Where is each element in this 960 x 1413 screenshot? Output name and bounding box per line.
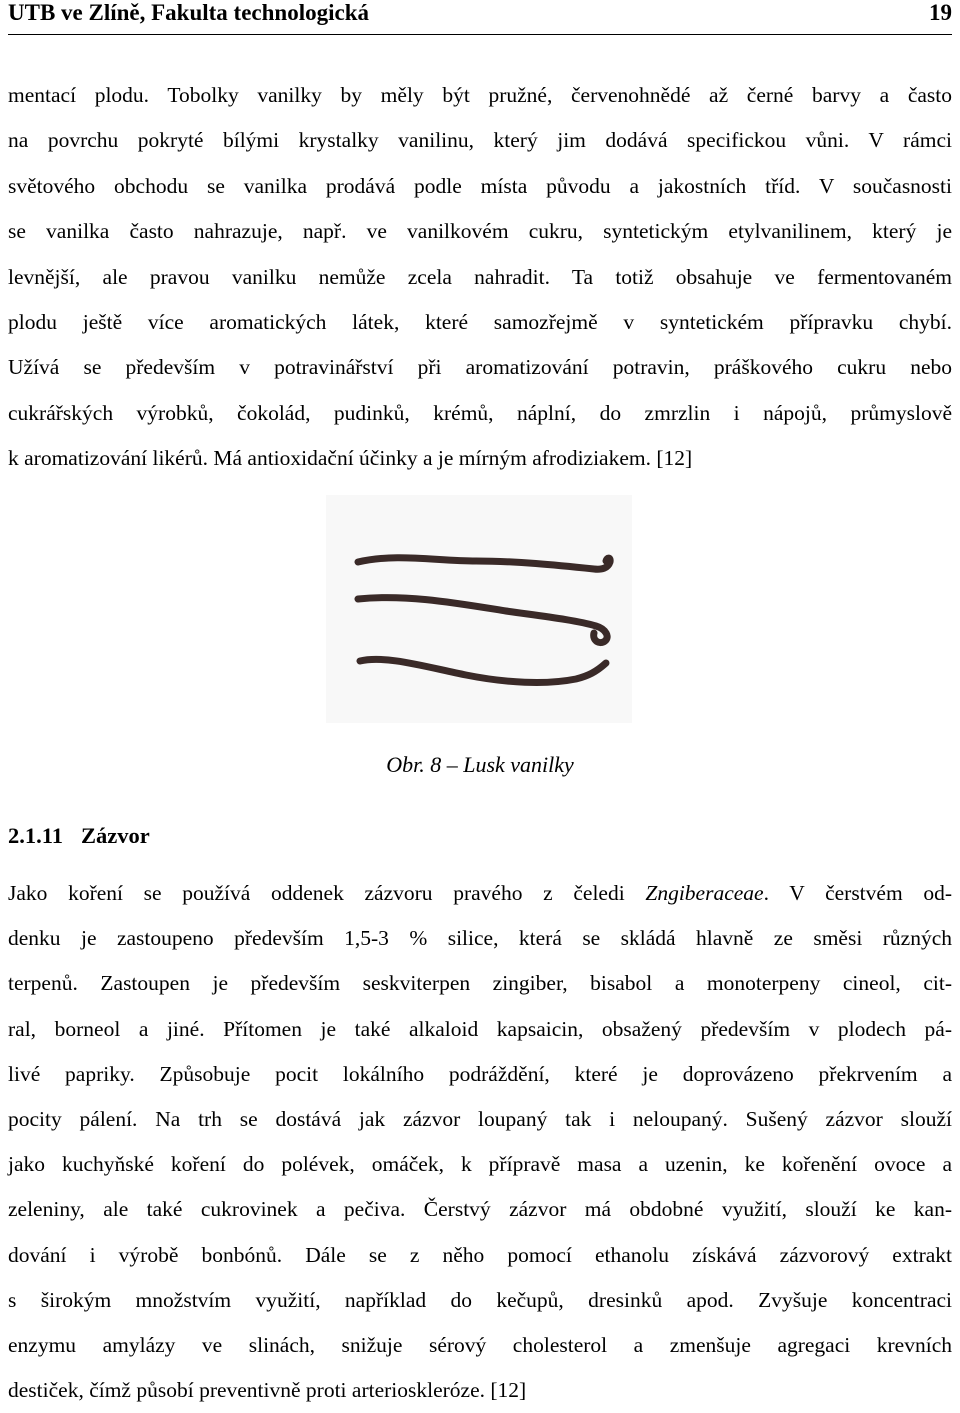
paragraph-ginger bbox=[8, 871, 952, 1413]
section-number: 2.1.11 bbox=[8, 823, 64, 848]
page-header bbox=[8, 0, 952, 35]
text-line: zeleniny, ale také cukrovinek a pečiva. Čerstvý zázvor má obdobné využití, slouží ke kan- bbox=[8, 1197, 952, 1222]
text-line: levnější, ale pravou vanilku nemůže zcela nahradit. Ta totiž obsahuje ve fermentovaném bbox=[8, 264, 952, 289]
text-line: destiček, čímž působí preventivně proti arterioskleróze. [12] bbox=[8, 1378, 527, 1403]
text-line: Užívá se především v potravinářství při aromatizování potravin, práškového cukru nebo bbox=[8, 355, 952, 380]
text-line: na povrchu pokryté bílými krystalky vanilinu, který jim dodává specifickou vůni. V rámci bbox=[8, 128, 952, 153]
text-line: dování i výrobě bonbónů. Dále se z něho pomocí ethanolu získává zázvorový extrakt bbox=[8, 1242, 952, 1267]
text-line: plodu ještě více aromatických látek, které samozřejmě v syntetickém přípravku chybí. bbox=[8, 310, 952, 335]
paragraph-vanilla bbox=[8, 73, 952, 482]
vanilla-pods-image bbox=[326, 495, 632, 723]
text-line: k aromatizování likérů. Má antioxidační účinky a je mírným afrodiziakem. [12] bbox=[8, 446, 693, 471]
text-line: se vanilka často nahrazuje, např. ve vanilkovém cukru, syntetickým etylvanilinem, který je bbox=[8, 219, 952, 244]
header-title: UTB ve Zlíně, Fakulta technologická bbox=[8, 0, 369, 25]
text-line: jako kuchyňské koření do polévek, omáček, k přípravě masa a uzenin, ke kořenění ovoce a bbox=[8, 1152, 952, 1177]
figure-caption: Obr. 8 – Lusk vanilky bbox=[386, 752, 574, 777]
text-line: pocity pálení. Na trh se dostává jak zázvor loupaný tak i neloupaný. Sušený zázvor slouží bbox=[8, 1107, 952, 1132]
section-heading bbox=[8, 823, 150, 849]
text-line: enzymu amylázy ve slinách, snižuje sérový cholesterol a zmenšuje agregaci krevních bbox=[8, 1333, 952, 1358]
text-line: mentací plodu. Tobolky vanilky by měly být pružné, červenohnědé až černé barvy a často bbox=[8, 83, 952, 107]
text-line: denku je zastoupeno především 1,5-3 % silice, která se skládá hlavně ze směsi různých bbox=[8, 926, 952, 951]
text-line: livé papriky. Způsobuje pocit lokálního podráždění, které je doprovázeno překrvením a bbox=[8, 1061, 952, 1086]
italic-term: Zngiberaceae bbox=[645, 881, 764, 905]
text-line: světového obchodu se vanilka prodává podle místa původu a jakostních tříd. V současnosti bbox=[8, 173, 952, 198]
vanilla-pods-drawing bbox=[326, 495, 632, 723]
section-title: Zázvor bbox=[81, 823, 150, 848]
text-line: s širokým množstvím využití, například do kečupů, dresinků apod. Zvyšuje koncentraci bbox=[8, 1287, 952, 1312]
text-line: cukrářských výrobků, čokolád, pudinků, krémů, náplní, do zmrzlin i nápojů, průmyslově bbox=[8, 400, 952, 425]
text-line: terpenů. Zastoupen je především seskviterpen zingiber, bisabol a monoterpeny cineol, cit- bbox=[8, 971, 952, 996]
text-line: ral, borneol a jiné. Přítomen je také alkaloid kapsaicin, obsažený především v plodech pá- bbox=[8, 1016, 952, 1041]
page-number: 19 bbox=[929, 0, 952, 25]
text-line: Jako koření se používá oddenek zázvoru pravého z čeledi Zngiberaceae. V čerstvém od- bbox=[8, 881, 953, 905]
